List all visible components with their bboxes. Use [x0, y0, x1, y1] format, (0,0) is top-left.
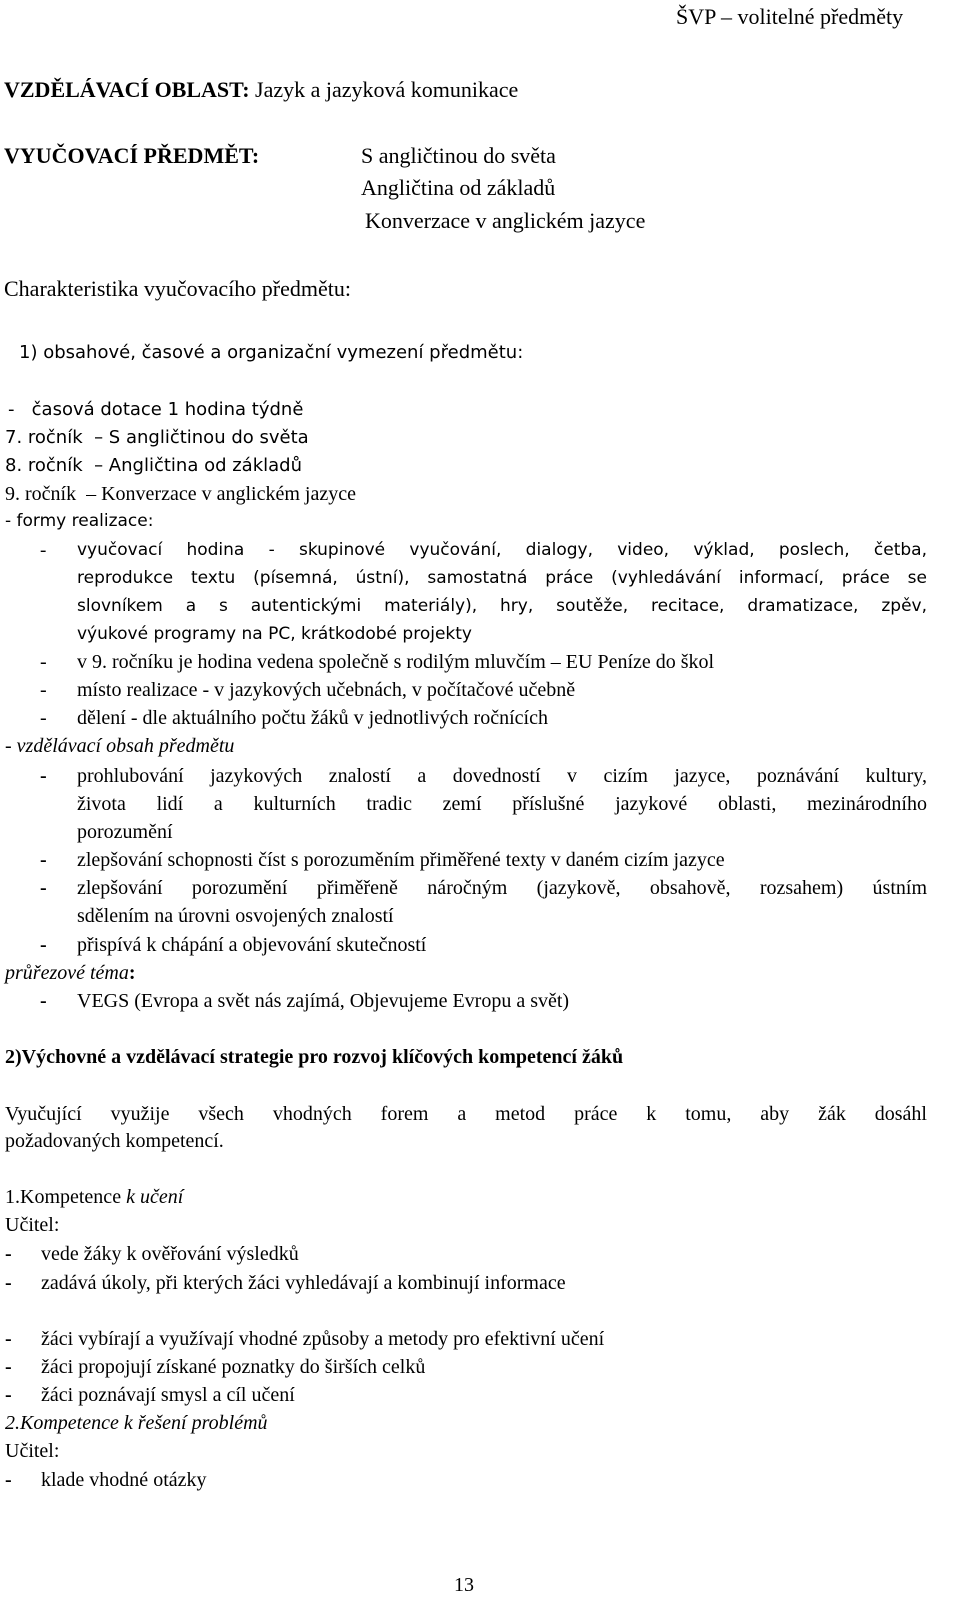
competence-item: žáci propojují získané poznatky do širších celků — [41, 1356, 426, 1378]
bullet-dash: - — [40, 765, 47, 787]
grade-line: 8. ročník – Angličtina od základů — [5, 455, 302, 476]
forms-text-line: reprodukce textu (písemná, ústní), samostatná práce (vyhledávání informací, práce se — [77, 568, 927, 588]
subject-value: Konverzace v anglickém jazyce — [365, 208, 646, 233]
forms-item: v 9. ročníku je hodina vedena společně s rodilým mluvčím – EU Peníze do škol — [77, 651, 715, 673]
forms-text-line: výukové programy na PC, krátkodobé projekty — [77, 624, 472, 644]
forms-text-line: slovníkem a s autentickými materiály), hry, soutěže, recitace, dramatizace, zpěv, — [77, 596, 927, 616]
content-item-line: zlepšování porozumění přiměřeně náročným (jazykově, obsahově, rozsahem) ústním — [77, 877, 927, 899]
bullet-dash: - — [40, 990, 47, 1012]
content-item-line: sdělením na úrovni osvojených znalostí — [77, 905, 394, 927]
cross-theme-label — [5, 962, 136, 985]
running-header: ŠVP – volitelné předměty — [676, 4, 904, 29]
competence-1-heading — [5, 1186, 183, 1209]
bullet-dash: - — [5, 1243, 12, 1265]
grade-line: 7. ročník – S angličtinou do světa — [5, 427, 309, 448]
bullet-dash: - — [5, 1469, 12, 1491]
bullet-dash: - — [5, 1384, 12, 1406]
area-label: VZDĚLÁVACÍ OBLAST: — [4, 77, 250, 102]
content-label: - vzdělávací obsah předmětu — [5, 735, 235, 757]
bullet-dash: - — [40, 707, 47, 729]
subject-value: Angličtina od základů — [361, 175, 556, 200]
teacher-label: Učitel: — [5, 1440, 60, 1462]
section2-heading: 2)Výchovné a vzdělávací strategie pro rozvoj klíčových kompetencí žáků — [5, 1046, 624, 1068]
bullet-dash: - — [40, 877, 47, 899]
content-item-line: porozumění — [77, 821, 173, 843]
content-item-line: přispívá k chápání a objevování skutečností — [77, 934, 427, 956]
section1-heading: 1) obsahové, časové a organizační vymezení předmětu: — [19, 342, 524, 363]
competence-item: klade vhodné otázky — [41, 1469, 207, 1491]
forms-label: - formy realizace: — [5, 511, 154, 531]
forms-item: místo realizace - v jazykových učebnách, v počítačové učebně — [77, 679, 576, 701]
competence-item: zadává úkoly, při kterých žáci vyhledávají a kombinují informace — [41, 1272, 566, 1294]
bullet-dash: - — [40, 651, 47, 673]
grade-line: 9. ročník – Konverzace v anglickém jazyce — [5, 483, 356, 505]
subject-label: VYUČOVACÍ PŘEDMĚT: — [4, 143, 260, 168]
competence-item: žáci poznávají smysl a cíl učení — [41, 1384, 295, 1406]
bullet-dash: - — [40, 679, 47, 701]
subject-value: S angličtinou do světa — [361, 143, 556, 168]
competence-1-number: 1.Kompetence — [5, 1186, 127, 1208]
bullet-dash: - — [40, 849, 47, 871]
area-value: Jazyk a jazyková komunikace — [255, 77, 519, 102]
cross-theme-text: průřezové téma — [5, 962, 129, 984]
page-number: 13 — [454, 1574, 474, 1596]
characteristics-heading: Charakteristika vyučovacího předmětu: — [4, 276, 351, 301]
forms-text-line: vyučovací hodina - skupinové vyučování, dialogy, video, výklad, poslech, četba, — [77, 540, 927, 560]
section2-intro-line: požadovaných kompetencí. — [5, 1130, 224, 1152]
competence-2-heading: 2.Kompetence k řešení problémů — [5, 1412, 268, 1434]
competence-item: vede žáky k ověřování výsledků — [41, 1243, 299, 1265]
bullet-dash: - — [40, 540, 47, 561]
bullet-dash: - — [5, 1272, 12, 1294]
content-item-line: života lidí a kulturních tradic zemí příslušné jazykové oblasti, mezinárodního — [77, 793, 927, 815]
cross-theme-item: VEGS (Evropa a svět nás zajímá, Objevujeme Evropu a svět) — [77, 990, 570, 1012]
area-row — [4, 77, 518, 103]
competence-item: žáci vybírají a využívají vhodné způsoby a metody pro efektivní učení — [41, 1328, 605, 1350]
cross-theme-colon: : — [128, 962, 136, 984]
teacher-label: Učitel: — [5, 1214, 60, 1236]
section2-intro-line: Vyučující využije všech vhodných forem a metod práce k tomu, aby žák dosáhl — [5, 1103, 927, 1125]
time-allocation: - časová dotace 1 hodina týdně — [8, 399, 304, 420]
content-item-line: prohlubování jazykových znalostí a dovedností v cizím jazyce, poznávání kultury, — [77, 765, 927, 787]
forms-item: dělení - dle aktuálního počtu žáků v jednotlivých ročnících — [77, 707, 548, 729]
bullet-dash: - — [5, 1328, 12, 1350]
competence-1-title: k učení — [126, 1186, 184, 1208]
bullet-dash: - — [40, 934, 47, 956]
bullet-dash: - — [5, 1356, 12, 1378]
content-item-line: zlepšování schopnosti číst s porozuměním přiměřené texty v daném cizím jazyce — [77, 849, 725, 871]
